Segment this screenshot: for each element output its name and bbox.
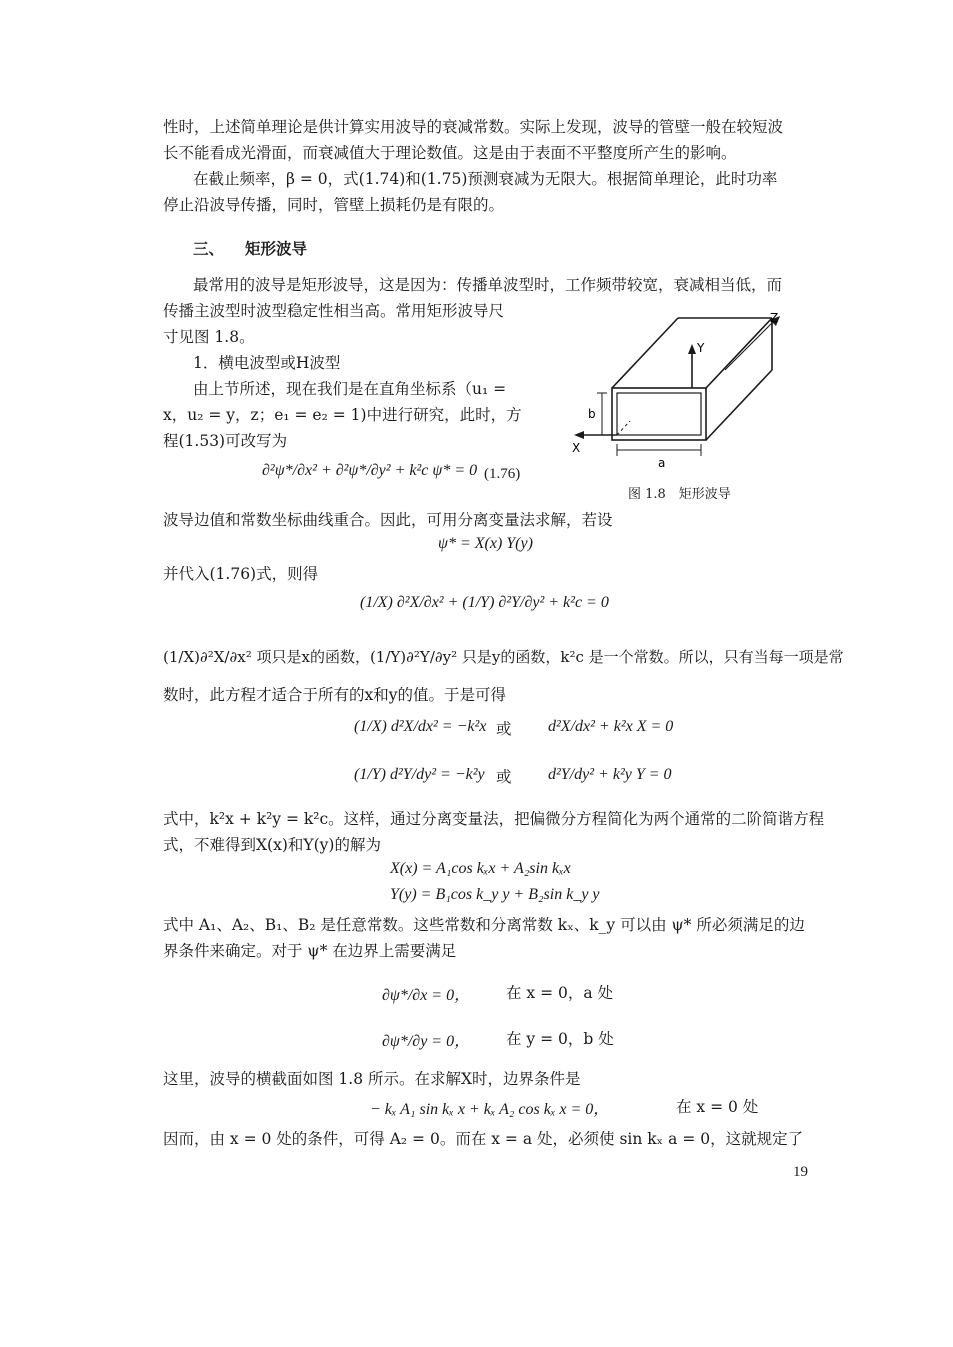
waveguide-front-face [612, 388, 706, 440]
equation-boundary-x: − kₓ A₁ sin kₓ x + kₓ A₂ cos kₓ x = 0， [370, 1101, 610, 1118]
figure-rectangular-waveguide [560, 300, 810, 510]
paragraph-line: 最常用的波导是矩形波导，这是因为：传播单波型时，工作频带较宽，衰减相当低，而 [193, 276, 783, 294]
paragraph-line: x，u₂ = y，z；e₁ = e₂ = 1)中进行研究，此时，方 [163, 406, 522, 424]
paragraph-line: 传播主波型时波型稳定性相当高。常用矩形波导尺 [163, 302, 505, 320]
subsection-title: 1．横电波型或H波型 [193, 354, 341, 372]
paragraph-line: 寸见图 1.8。 [163, 328, 255, 346]
paragraph-line: 长不能看成光滑面，而衰减值大于理论数值。这是由于表面不平整度所产生的影响。 [163, 144, 737, 162]
word-or: 或 [496, 720, 512, 738]
paragraph-line: 因而，由 x = 0 处的条件，可得 A₂ = 0。而在 x = a 处，必须使 sin kₓ a = 0，这就规定了 [163, 1130, 804, 1148]
equation-1-76: ∂²ψ*/∂x² + ∂²ψ*/∂y² + k²c ψ* = 0 [262, 462, 478, 479]
z-axis [725, 320, 775, 370]
boundary-location: 在 x = 0 处 [676, 1098, 759, 1116]
paragraph-line: (1/X)∂²X/∂x² 项只是x的函数，(1/Y)∂²Y/∂y² 只是y的函数，k²c 是一个常数。所以，只有当每一项是常 [163, 648, 844, 666]
label-z: Z [770, 311, 779, 325]
label-y: Y [697, 341, 705, 355]
paragraph-line: 程(1.53)可改写为 [163, 432, 288, 450]
paragraph-line: 式中，k²x + k²y = k²c。这样，通过分离变量法，把偏微分方程简化为两个通常的二阶简谐方程 [163, 810, 825, 828]
paragraph-line: 在截止频率，β = 0，式(1.74)和(1.75)预测衰减为无限大。根据简单理论，此时功率 [193, 170, 778, 188]
paragraph-line: 停止沿波导传播，同时，管壁上损耗仍是有限的。 [163, 196, 505, 214]
paragraph-line: 式，不难得到X(x)和Y(y)的解为 [163, 836, 381, 854]
paragraph-line: 并代入(1.76)式，则得 [163, 565, 319, 583]
label-b: b [588, 407, 596, 421]
section-number: 三、 [193, 240, 225, 258]
paragraph-line: 界条件来确定。对于 ψ* 在边界上需要满足 [163, 942, 457, 960]
figure-caption: 图 1.8 矩形波导 [628, 487, 731, 502]
page-number: 19 [793, 1164, 808, 1180]
paragraph-line: 这里，波导的横截面如图 1.8 所示。在求解X时，边界条件是 [163, 1070, 581, 1088]
section-title: 矩形波导 [245, 240, 308, 258]
word-or: 或 [496, 768, 512, 786]
paragraph-line: 由上节所述，现在我们是在直角坐标系（u₁ = [193, 380, 507, 398]
paragraph-line: 性时，上述简单理论是供计算实用波导的衰减常数。实际上发现，波导的管壁一般在较短波 [163, 118, 784, 136]
paragraph-line: 数时，此方程才适合于所有的x和y的值。于是可得 [163, 686, 506, 704]
boundary-location-y: 在 y = 0，b 处 [506, 1030, 614, 1048]
label-x: X [572, 441, 581, 455]
equation-separation: ψ* = X(x) Y(y) [438, 535, 533, 552]
equation-solution-x: X(x) = A₁cos kₓx + A₂sin kₓx [390, 860, 571, 877]
boundary-location-x: 在 x = 0，a 处 [506, 984, 614, 1002]
equation-number: (1.76) [484, 466, 521, 482]
paragraph-line: 式中 A₁、A₂、B₁、B₂ 是任意常数。这些常数和分离常数 kₓ、k_y 可以由 ψ* 所必须满足的边 [163, 916, 805, 934]
equation-x-separated: (1/X) d²X/dx² = −k²x [354, 718, 487, 735]
equation-x-ode: d²X/dx² + k²x X = 0 [548, 718, 674, 735]
y-axis-arrow [688, 344, 696, 354]
boundary-condition-y: ∂ψ*/∂y = 0， [382, 1033, 471, 1050]
paragraph-line: 波导边值和常数坐标曲线重合。因此，可用分离变量法求解，若设 [163, 511, 613, 529]
equation-y-ode: d²Y/dy² + k²y Y = 0 [548, 766, 672, 783]
equation-substituted: (1/X) ∂²X/∂x² + (1/Y) ∂²Y/∂y² + k²c = 0 [360, 594, 609, 611]
equation-solution-y: Y(y) = B₁cos k_y y + B₂sin k_y y [390, 886, 600, 903]
label-a: a [658, 456, 666, 470]
equation-y-separated: (1/Y) d²Y/dy² = −k²y [354, 766, 485, 783]
boundary-condition-x: ∂ψ*/∂x = 0， [382, 987, 471, 1004]
x-axis-arrow [574, 431, 584, 439]
waveguide-inner-face [617, 393, 701, 435]
